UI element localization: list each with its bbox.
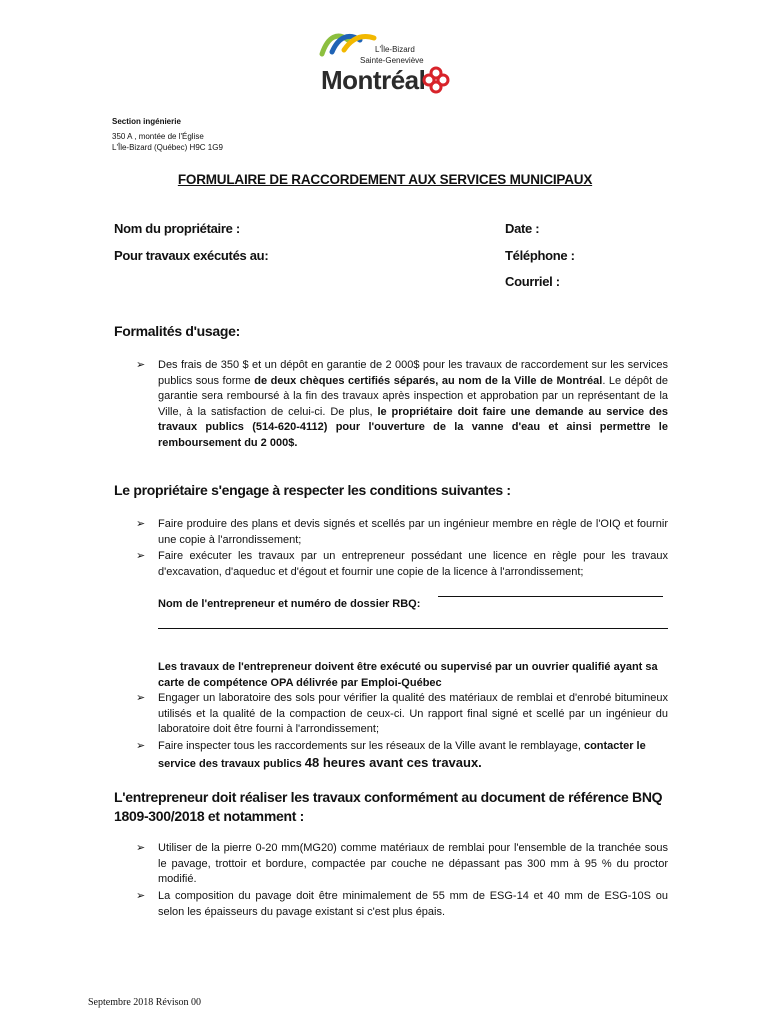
formalities-bullet <box>136 358 668 451</box>
formalities-text-3: . Le dépôt de garantie sera remboursé à la fin des travaux après inspection et approbation par un représentant de la Ville, à la satisfaction de celui-ci. De plus, <box>158 374 668 418</box>
footer-revision: Septembre 2018 Révison 00 <box>88 997 202 1008</box>
address-line-1: 350 A , montée de l'Église <box>112 132 204 141</box>
arrowhead-bullet-icon: ➢ <box>136 359 146 371</box>
condition-bullet-1 <box>136 517 668 548</box>
contractor-name-line <box>438 596 663 597</box>
contractor-rbq-line <box>158 628 668 629</box>
contractor-text-1: Utiliser de la pierre 0-20 mm(MG20) comme matériaux de remblai pour l'ensemble de la tranchée sous le pavage, trottoir et bordure, compactée par couche ne dépassant pas 300 mm à 95 % du proctor modifié. <box>158 842 668 885</box>
contractor-bullet-1 <box>136 841 668 888</box>
address-line-2: L'Île-Bizard (Québec) H9C 1G9 <box>112 143 223 152</box>
opa-note-text: Les travaux de l'entrepreneur doivent être exécuté ou supervisé par un ouvrier qualifié ayant sa carte de compétence OPA délivrée par Emploi-Québec <box>158 661 658 689</box>
logo-line-sainte-genevieve: Sainte-Geneviève <box>360 56 424 65</box>
condition-text-4c: 48 heures avant ces travaux. <box>304 754 482 770</box>
condition-bullet-2 <box>136 549 668 580</box>
email-label: Courriel : <box>505 274 560 289</box>
owner-name-label: Nom du propriétaire : <box>114 221 240 236</box>
formalities-heading: Formalités d'usage: <box>114 323 240 339</box>
arrowhead-bullet-icon: ➢ <box>136 692 146 704</box>
contractor-text-2: La composition du pavage doit être minimalement de 55 mm de ESG-14 et 40 mm de ESG-10S ou selon les épaisseurs du pavage existant si c'est plus épais. <box>158 890 668 918</box>
phone-label: Téléphone : <box>505 248 575 263</box>
formalities-text-1: Des frais de 350 $ et un dépôt en garantie de 2 000$ pour les travaux de raccordement sur les services publics sous forme <box>158 359 668 387</box>
formalities-text-4: le propriétaire doit faire une demande au service des travaux publics (514-620-4112) pour l'ouverture de la vanne d'eau et ainsi permettre le remboursement du 2 000$. <box>158 405 668 449</box>
date-label: Date : <box>505 221 540 236</box>
condition-text-4a: Faire inspecter tous les raccordements sur les réseaux de la Ville avant le remblayage, <box>158 740 584 752</box>
condition-text-2: Faire exécuter les travaux par un entrepreneur possédant une licence en règle pour les travaux d'excavation, d'aqueduc et d'égout et fournir une copie de la licence à l'arrondissement; <box>158 550 668 578</box>
condition-text-4b: contacter le service des travaux publics <box>158 740 646 770</box>
contractor-heading: L'entrepreneur doit réaliser les travaux conformément au document de référence BNQ 1809-300/2018 et notamment : <box>114 789 663 824</box>
logo-line-ile-bizard: L'Île-Bizard <box>375 45 415 54</box>
opa-note <box>158 660 670 691</box>
logo-arcs-icon <box>318 28 378 58</box>
contractor-bullet-2 <box>136 889 668 920</box>
rosette-icon <box>422 66 450 94</box>
arrowhead-bullet-icon: ➢ <box>136 518 146 530</box>
arrowhead-bullet-icon: ➢ <box>136 550 146 562</box>
logo-city-name: Montréal <box>321 65 426 95</box>
form-title: FORMULAIRE DE RACCORDEMENT AUX SERVICES MUNICIPAUX <box>177 172 593 187</box>
condition-bullet-4 <box>136 739 670 772</box>
condition-text-3: Engager un laboratoire des sols pour vérifier la qualité des matériaux de remblai et d'enrobé bitumineux utilisés et la qualité de la compaction de ceux-ci. Un rapport final signé et scellé par un ingénieur du laboratoire doit être fourni à l'arrondissement; <box>158 692 668 735</box>
contractor-name-label: Nom de l'entrepreneur et numéro de dossier RBQ: <box>158 598 421 610</box>
montreal-logo <box>318 28 454 98</box>
formalities-text-2: de deux chèques certifiés séparés, au nom de la Ville de Montréal <box>254 374 603 387</box>
conditions-heading: Le propriétaire s'engage à respecter les conditions suivantes : <box>114 482 511 498</box>
works-address-label: Pour travaux exécutés au: <box>114 248 269 263</box>
condition-text-1: Faire produire des plans et devis signés et scellés par un ingénieur membre en règle de l'OIQ et fournir une copie à l'arrondissement; <box>158 518 668 546</box>
section-label: Section ingénierie <box>112 117 181 126</box>
arrowhead-bullet-icon: ➢ <box>136 890 146 902</box>
arrowhead-bullet-icon: ➢ <box>136 842 146 854</box>
arrowhead-bullet-icon: ➢ <box>136 740 146 752</box>
condition-bullet-3 <box>136 691 668 738</box>
